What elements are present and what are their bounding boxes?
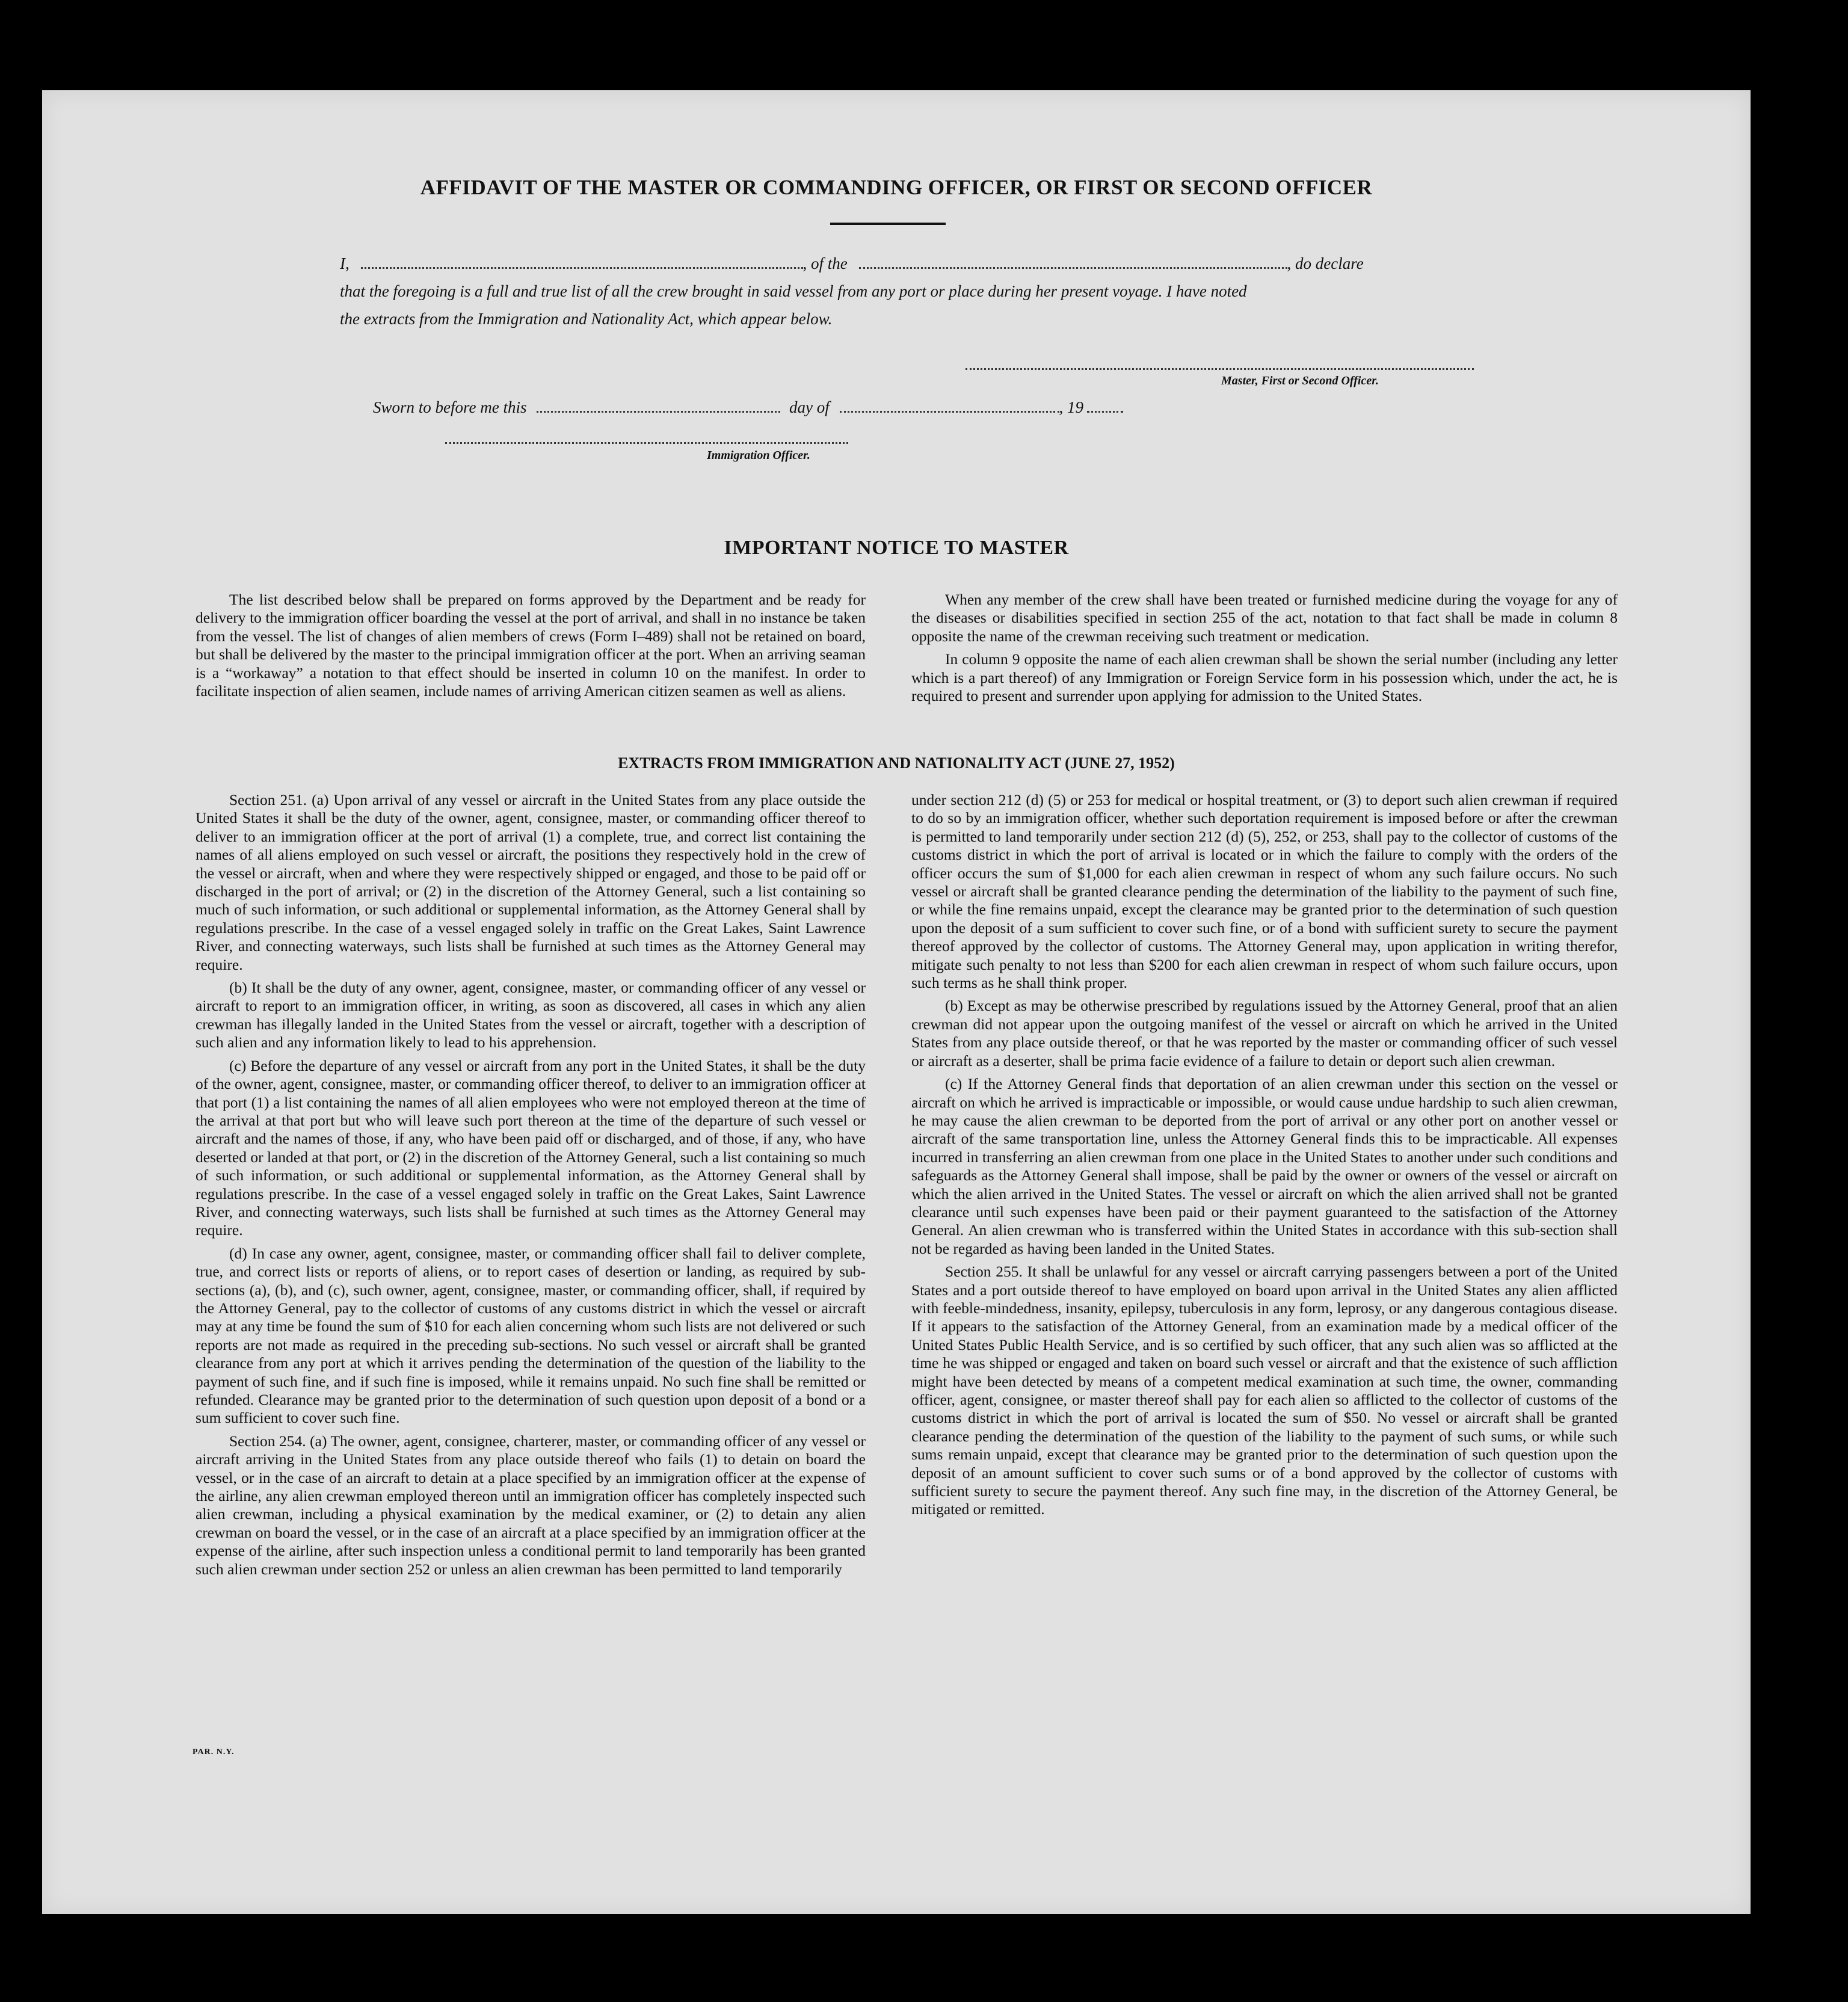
- declaration-line-1: [340, 250, 1543, 277]
- declaration-line-3: the extracts from the Immigration and Nationality Act, which appear below.: [340, 310, 833, 328]
- notice-right-column: [911, 591, 1618, 710]
- section-paragraph: (c) Before the departure of any vessel or aircraft from any port in the United States, it shall be the duty of the owner, agent, consignee, master, or commanding officer thereof, to deliver to an immigration officer at that port (1) a list containing the names of all alien employees who were not employed thereon at the time of the arrival at that port but who will leave such port thereon at the time of the departure of such vessel or aircraft and the names of those, if any, who have been paid off or discharged, and of those, if any, who have deserted or landed at that port, or (2) in the discretion of the Attorney General, such a list containing so much of such information, or such additional or supplemental information, as the Attorney General shall by regulations prescribe. In the case of a vessel engaged solely in traffic on the Great Lakes, Saint Lawrence River, and connecting waterways, such lists shall be furnished at such times as the Attorney General may require.: [196, 1056, 866, 1239]
- do-declare-label: , do declare: [1287, 254, 1364, 273]
- vessel-field[interactable]: [859, 256, 1287, 269]
- notice-paragraph: When any member of the crew shall have been treated or furnished medicine during the voyage for any of the diseases or disabilities specified in section 255 of the act, notation to that fact shall be made in column 8 opposite the name of the crewman receiving such treatment or medication.: [911, 591, 1618, 645]
- notice-paragraph: The list described below shall be prepared on forms approved by the Department and be ready for delivery to the immigration officer boarding the vessel at the port of arrival, and shall in no instance be taken from the vessel. The list of changes of alien members of crews (Form I–489) shall not be retained on board, but shall be delivered by the master to the principal immigration officer at the port. When an arriving seaman is a “workaway” a notation to that effect should be inserted in column 10 on the manifest. In order to facilitate inspection of alien seamen, include names of arriving American citizen seamen as well as aliens.: [196, 591, 866, 700]
- sworn-day-field[interactable]: [537, 400, 780, 413]
- declaration-line-2: that the foregoing is a full and true list of all the crew brought in said vessel from any port or place during her present voyage. I have noted: [340, 282, 1247, 300]
- notice-paragraph: In column 9 opposite the name of each alien crewman shall be shown the serial number (including any letter which is a part thereof) of any Immigration or Foreign Service form in his possession which, under the act, he is required to present and surrender upon applying for admission to the United States.: [911, 650, 1618, 705]
- extracts-right-column: [911, 791, 1618, 1524]
- section-paragraph: Section 254. (a) The owner, agent, consignee, charterer, master, or commanding officer of any vessel or aircraft arriving in the United States from any place outside thereof who fails (1) to detain on board the vessel, or in the case of an aircraft to detain at a place specified by an immigration officer at the expense of the airline, any alien crewman employed thereon until an immigration officer has completely inspected such alien crewman, including a physical examination by the medical examiner, or (2) to detain any alien crewman on board the vessel, or in the case of an aircraft at a place specified by an immigration officer at the expense of the airline, after such inspection unless a conditional permit to land temporarily has been granted such alien crewman under section 252 or unless an alien crewman has been permitted to land temporarily: [196, 1432, 866, 1578]
- master-signature-line[interactable]: [966, 368, 1474, 370]
- officer-signature-label: Immigration Officer.: [707, 449, 810, 462]
- extracts-title: EXTRACTS FROM IMMIGRATION AND NATIONALITY ACT (JUNE 27, 1952): [618, 754, 1175, 772]
- i-label: I,: [340, 254, 350, 273]
- sworn-label: Sworn to before me this: [373, 398, 527, 416]
- sworn-month-field[interactable]: [840, 400, 1059, 413]
- sworn-line: [373, 393, 1576, 421]
- of-the-label: , of the: [802, 254, 848, 273]
- form-page: [42, 90, 1751, 1914]
- notice-title: IMPORTANT NOTICE TO MASTER: [724, 537, 1069, 559]
- section-paragraph: (c) If the Attorney General finds that deportation of an alien crewman under this section on the vessel or aircraft on which he arrived is impracticable or impossible, or would cause undue hardship to such alien crewman, he may cause the alien crewman to be deported from the port of arrival or any other port on another vessel or aircraft of the same transportation line, unless the Attorney General finds this to be impracticable. All expenses incurred in transferring an alien crewman from one place in the United States to another under such conditions and safeguards as the Attorney General shall impose, shall be paid by the owner or owners of the vessel or aircraft on which the alien arrived in the United States. The vessel or aircraft on which the alien arrived shall not be granted clearance until such expenses have been paid or their payment guaranteed to the satisfaction of the Attorney General. An alien crewman who is transferred within the United States in accordance with this sub-section shall not be regarded as having been landed in the United States.: [911, 1075, 1618, 1257]
- year-label: , 19: [1059, 398, 1083, 416]
- affidavit-title: AFFIDAVIT OF THE MASTER OR COMMANDING OFFICER, OR FIRST OR SECOND OFFICER: [420, 176, 1373, 199]
- section-paragraph: Section 251. (a) Upon arrival of any vessel or aircraft in the United States from any place outside the United States it shall be the duty of the owner, agent, consignee, master, or commanding officer thereof to deliver to an immigration officer at the port of arrival (1) a complete, true, and correct list containing the names of all aliens employed on such vessel or aircraft, the positions they respectively hold in the crew of the vessel or aircraft, when and where they were respectively shipped or engaged, and those to be paid off or discharged in the port of arrival; or (2) in the discretion of the Attorney General, such a list containing so much of such information, or such additional or supplemental information, as the Attorney General shall by regulations prescribe. In the case of a vessel engaged solely in traffic on the Great Lakes, Saint Lawrence River, and connecting waterways, such lists shall be furnished at such times as the Attorney General may require.: [196, 791, 866, 973]
- section-paragraph: (b) Except as may be otherwise prescribed by regulations issued by the Attorney General, proof that an alien crewman did not appear upon the outgoing manifest of the vessel or aircraft on which he arrived in the United States from any place outside thereof, or that he was reported by the master or commanding officer of such vessel or aircraft as a deserter, shall be prima facie evidence of a failure to detain or deport such alien crewman.: [911, 997, 1618, 1070]
- officer-signature-line[interactable]: [445, 442, 848, 444]
- day-of-label: day of: [789, 398, 830, 416]
- title-underline: [830, 223, 946, 225]
- name-field[interactable]: [361, 256, 803, 269]
- section-paragraph: (d) In case any owner, agent, consignee, master, or commanding officer shall fail to deliver complete, true, and correct lists or reports of aliens, or to report cases of desertion or landing, as required by sub-sections (a), (b), and (c), such owner, agent, consignee, master, or commanding officer, shall, if required by the Attorney General, pay to the collector of customs of any customs district in which the vessel or aircraft may at any time be found the sum of $10 for each alien concerning whom such lists are not delivered or such reports are not made as required in the preceding sub-sections. No such vessel or aircraft shall be granted clearance from any port at which it arrives pending the determination of the question of the liability to the payment of such fine, and if such fine is imposed, while it remains unpaid. No such fine shall be remitted or refunded. Clearance may be granted prior to the determination of such question upon deposit of a bond or a sum sufficient to cover such fine.: [196, 1244, 866, 1427]
- sworn-year-field[interactable]: [1087, 400, 1123, 413]
- extracts-left-column: [196, 791, 866, 1583]
- printer-mark: PAR. N.Y.: [192, 1748, 235, 1757]
- section-paragraph: Section 255. It shall be unlawful for any vessel or aircraft carrying passengers between a port of the United States and a port outside thereof to have employed on board upon arrival in the United States any alien afflicted with feeble-mindedness, insanity, epilepsy, tuberculosis in any form, leprosy, or any dangerous contagious disease. If it appears to the satisfaction of the Attorney General, from an examination made by a medical officer of the United States Public Health Service, and is so certified by such officer, that any such alien was so afflicted at the time he was shipped or engaged and taken on board such vessel or aircraft and that the existence of such affliction might have been detected by means of a competent medical examination at such time, the owner, commanding officer, agent, consignee, or master thereof shall pay for each alien so afflicted to the collector of customs of the customs district in which the port of arrival is located the sum of $50. No vessel or aircraft shall be granted clearance pending the determination of the question of the liability to the payment of such sums, or while such sums remain unpaid, except that clearance may be granted prior to the determination of such question upon the deposit of an amount sufficient to cover such sums or of a bond approved by the collector of customs with sufficient surety to secure the payment thereof. Any such fine may, in the discretion of the Attorney General, be mitigated or remitted.: [911, 1263, 1618, 1518]
- notice-left-column: [196, 591, 866, 705]
- section-paragraph: (b) It shall be the duty of any owner, agent, consignee, master, or commanding officer of any vessel or aircraft to report to an immigration officer, in writing, as soon as discovered, all cases in which any alien crewman has illegally landed in the United States from the vessel or aircraft, together with a description of such alien and any information likely to lead to his apprehension.: [196, 979, 866, 1052]
- master-signature-label: Master, First or Second Officer.: [1221, 374, 1379, 387]
- section-paragraph: under section 212 (d) (5) or 253 for medical or hospital treatment, or (3) to deport such alien crewman if required to do so by an immigration officer, whether such deportation requirement is imposed before or after the crewman is permitted to land temporarily under section 212 (d) (5), 252, or 253, shall pay to the collector of customs of the customs district in which the port of arrival is located or in which the failure to comply with the orders of the officer occurs the sum of $1,000 for each alien crewman in respect of whom any such failure occurs. No such vessel or aircraft shall be granted clearance pending the determination of the liability to the payment of such fine, or while the fine remains unpaid, except the clearance may be granted prior to the determination of such question upon the deposit of a sum sufficient to cover such fine, or of a bond with sufficient surety to secure the payment thereof approved by the collector of customs. The Attorney General may, upon application in writing therefor, mitigate such penalty to not less than $200 for each alien crewman in respect of whom such failure occurs, upon such terms as he shall think proper.: [911, 791, 1618, 992]
